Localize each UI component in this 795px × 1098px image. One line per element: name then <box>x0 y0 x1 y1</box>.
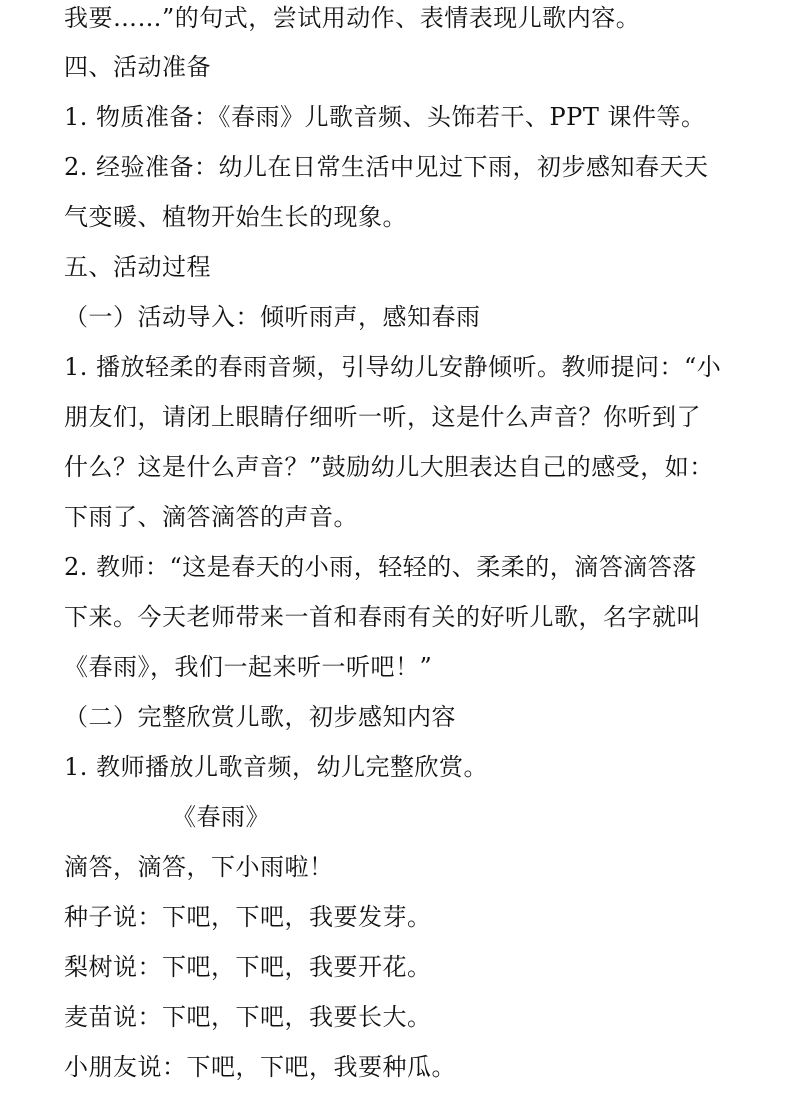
poem-line-4: 麦苗说：下吧，下吧，我要长大。 <box>64 1003 432 1031</box>
poem-line-3: 梨树说：下吧，下吧，我要开花。 <box>64 953 432 981</box>
text-line-experience-continued: 气变暖、植物开始生长的现象。 <box>64 203 407 231</box>
poem-line-5: 小朋友说：下吧，下吧，我要种瓜。 <box>64 1053 456 1081</box>
section-heading-process: 五、活动过程 <box>64 253 211 281</box>
text-line-material-preparation: 1. 物质准备：《春雨》儿歌音频、头饰若干、PPT 课件等。 <box>64 103 706 131</box>
poem-line-2: 种子说：下吧，下吧，我要发芽。 <box>64 903 432 931</box>
text-line-step1-cont1: 朋友们，请闭上眼睛仔细听一听，这是什么声音？你听到了 <box>64 403 701 431</box>
text-line-play-audio: 1. 教师播放儿歌音频，幼儿完整欣赏。 <box>64 753 489 781</box>
text-line-step1-cont3: 下雨了、滴答滴答的声音。 <box>64 503 358 531</box>
section-heading-preparation: 四、活动准备 <box>64 53 211 81</box>
subsection-heading-appreciation: （二）完整欣赏儿歌，初步感知内容 <box>64 703 456 731</box>
text-line-step1: 1. 播放轻柔的春雨音频，引导幼儿安静倾听。教师提问：“小 <box>64 353 722 381</box>
text-line-step2: 2. 教师：“这是春天的小雨，轻轻的、柔柔的，滴答滴答落 <box>64 553 697 581</box>
text-line-step1-cont2: 什么？这是什么声音？”鼓励幼儿大胆表达自己的感受，如： <box>64 453 714 481</box>
text-line-step2-cont2: 《春雨》，我们一起来听一听吧！” <box>64 653 433 681</box>
text-line-experience-preparation: 2. 经验准备：幼儿在日常生活中见过下雨，初步感知春天天 <box>64 153 709 181</box>
poem-line-1: 滴答，滴答，下小雨啦！ <box>64 853 334 881</box>
text-line-1: 我要……”的句式，尝试用动作、表情表现儿歌内容。 <box>64 4 641 32</box>
text-line-step2-cont1: 下来。今天老师带来一首和春雨有关的好听儿歌，名字就叫 <box>64 603 701 631</box>
subsection-heading-introduction: （一）活动导入：倾听雨声，感知春雨 <box>64 303 481 331</box>
poem-title: 《春雨》 <box>172 803 270 831</box>
